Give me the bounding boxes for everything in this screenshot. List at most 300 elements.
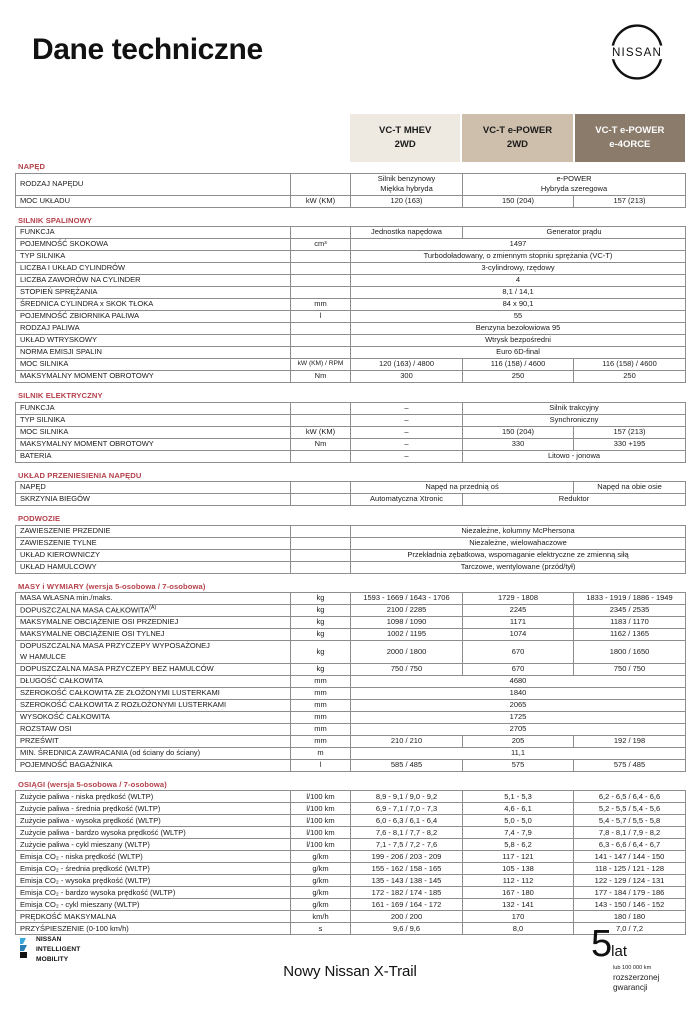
warranty-years-number: 5 bbox=[591, 923, 611, 965]
row-label: ŚREDNICA CYLINDRA x SKOK TŁOKA bbox=[16, 299, 291, 311]
table-row bbox=[16, 537, 686, 549]
variant-column-2 bbox=[462, 114, 572, 162]
table-row bbox=[16, 617, 686, 629]
table-row bbox=[16, 791, 686, 803]
row-value: 8,1 / 14,1 bbox=[351, 287, 686, 299]
row-label: SKRZYNIA BIEGÓW bbox=[16, 494, 291, 506]
table-row bbox=[16, 263, 686, 275]
row-value: 1593 - 1669 / 1643 - 1706 bbox=[351, 593, 463, 605]
row-value: 575 / 485 bbox=[574, 759, 686, 771]
row-value: 210 / 210 bbox=[351, 735, 463, 747]
row-value: Niezależne, wielowahaczowe bbox=[351, 537, 686, 549]
table-row bbox=[16, 287, 686, 299]
row-value: 11,1 bbox=[351, 747, 686, 759]
row-label: BATERIA bbox=[16, 450, 291, 462]
table-row bbox=[16, 239, 686, 251]
row-value: 143 - 150 / 146 - 152 bbox=[574, 899, 686, 911]
row-value: 2000 / 1800 bbox=[351, 641, 463, 664]
section-title: UKŁAD PRZENIESIENIA NAPĘDU bbox=[18, 470, 142, 480]
row-unit bbox=[291, 347, 351, 359]
row-label: FUNKCJA bbox=[16, 402, 291, 414]
row-value: 2100 / 2285 bbox=[351, 605, 463, 617]
row-value: 120 (163) / 4800 bbox=[351, 359, 463, 371]
row-unit: mm bbox=[291, 699, 351, 711]
table-row bbox=[16, 227, 686, 239]
row-value: 2065 bbox=[351, 699, 686, 711]
row-value: 9,6 / 9,6 bbox=[351, 923, 463, 935]
table-row bbox=[16, 482, 686, 494]
row-value: 8,9 - 9,1 / 9,0 - 9,2 bbox=[351, 791, 463, 803]
row-value: 1171 bbox=[463, 617, 574, 629]
row-unit: l bbox=[291, 759, 351, 771]
row-label: SZEROKOŚĆ CAŁKOWITA ZE ZŁOŻONYMI LUSTERKAMI bbox=[16, 687, 291, 699]
row-value: 330 bbox=[463, 438, 574, 450]
table-row bbox=[16, 426, 686, 438]
row-unit bbox=[291, 450, 351, 462]
row-label: SZEROKOŚĆ CAŁKOWITA Z ROZŁOŻONYMI LUSTERKAMI bbox=[16, 699, 291, 711]
row-unit: kg bbox=[291, 617, 351, 629]
row-label: Emisja CO₂ - wysoka prędkość (WLTP) bbox=[16, 875, 291, 887]
row-unit bbox=[291, 561, 351, 573]
row-label: POJEMNOŚĆ BAGAŻNIKA bbox=[16, 759, 291, 771]
row-value: – bbox=[351, 402, 463, 414]
section-title: NAPĘD bbox=[18, 162, 46, 171]
row-label: UKŁAD KIEROWNICZY bbox=[16, 549, 291, 561]
table-row bbox=[16, 347, 686, 359]
row-value: 670 bbox=[463, 641, 574, 664]
row-label: WYSOKOŚĆ CAŁKOWITA bbox=[16, 711, 291, 723]
table-row bbox=[16, 839, 686, 851]
table-row bbox=[16, 803, 686, 815]
row-label: DŁUGOŚĆ CAŁKOWITA bbox=[16, 675, 291, 687]
nissan-logo-icon bbox=[597, 24, 677, 80]
row-value: – bbox=[351, 450, 463, 462]
row-value: 1497 bbox=[351, 239, 686, 251]
spec-sections bbox=[15, 100, 685, 935]
row-value: 141 - 147 / 144 - 150 bbox=[574, 851, 686, 863]
row-unit bbox=[291, 482, 351, 494]
row-value: 200 / 200 bbox=[351, 911, 463, 923]
page-footer bbox=[15, 925, 685, 1003]
row-label: TYP SILNIKA bbox=[16, 414, 291, 426]
row-value: 55 bbox=[351, 311, 686, 323]
row-value: 122 - 129 / 124 - 131 bbox=[574, 875, 686, 887]
row-value: Benzyna bezołowiowa 95 bbox=[351, 323, 686, 335]
row-unit: m bbox=[291, 747, 351, 759]
variant-1-line2: 2WD bbox=[394, 139, 416, 150]
row-value: 1833 - 1919 / 1886 - 1949 bbox=[574, 593, 686, 605]
row-label: LICZBA ZAWORÓW NA CYLINDER bbox=[16, 275, 291, 287]
row-value: Tarczowe, wentylowane (przód/tył) bbox=[351, 561, 686, 573]
row-unit bbox=[291, 549, 351, 561]
row-value: 670 bbox=[463, 663, 574, 675]
row-value: 585 / 485 bbox=[351, 759, 463, 771]
warranty-line-2: rozszerzonej bbox=[613, 972, 660, 982]
row-value: Niezależne, kolumny McPhersona bbox=[351, 525, 686, 537]
spec-table bbox=[15, 402, 686, 463]
row-value: 116 (158) / 4600 bbox=[463, 359, 574, 371]
table-row bbox=[16, 525, 686, 537]
row-unit bbox=[291, 227, 351, 239]
row-value: 118 - 125 / 121 - 128 bbox=[574, 863, 686, 875]
row-value: 330 +195 bbox=[574, 438, 686, 450]
row-unit: kg bbox=[291, 593, 351, 605]
model-name: Nowy Nissan X-Trail bbox=[283, 963, 417, 980]
warranty-years-unit: lat bbox=[611, 943, 627, 960]
row-value: 8,0 bbox=[463, 923, 574, 935]
row-label: MOC SILNIKA bbox=[16, 426, 291, 438]
variant-2-line2: 2WD bbox=[506, 139, 529, 150]
row-value: 1162 / 1365 bbox=[574, 629, 686, 641]
row-label: FUNKCJA bbox=[16, 227, 291, 239]
row-label: Zużycie paliwa - niska prędkość (WLTP) bbox=[16, 791, 291, 803]
row-label: NAPĘD bbox=[16, 482, 291, 494]
row-value: e-POWER Hybryda szeregowa bbox=[463, 173, 686, 195]
row-value: 3-cylindrowy, rzędowy bbox=[351, 263, 686, 275]
row-value: Synchroniczny bbox=[463, 414, 686, 426]
row-value: 4680 bbox=[351, 675, 686, 687]
row-label: Zużycie paliwa - średnia prędkość (WLTP) bbox=[16, 803, 291, 815]
nissan-intelligent-mobility-logo bbox=[19, 935, 80, 965]
row-value: 192 / 198 bbox=[574, 735, 686, 747]
spec-table bbox=[15, 226, 686, 383]
row-unit bbox=[291, 537, 351, 549]
row-unit bbox=[291, 323, 351, 335]
row-value: 6,2 - 6,5 / 6,4 - 6,6 bbox=[574, 791, 686, 803]
row-value: 120 (163) bbox=[351, 195, 463, 207]
row-value: – bbox=[351, 426, 463, 438]
row-unit: l/100 km bbox=[291, 803, 351, 815]
row-label: ZAWIESZENIE TYLNE bbox=[16, 537, 291, 549]
svg-text:NISSAN: NISSAN bbox=[612, 46, 662, 59]
table-row bbox=[16, 887, 686, 899]
row-value: 155 - 162 / 158 - 165 bbox=[351, 863, 463, 875]
row-value: 132 - 141 bbox=[463, 899, 574, 911]
variant-3-line1: VC-T e-POWER bbox=[595, 125, 665, 137]
row-value: 112 - 112 bbox=[463, 875, 574, 887]
row-value: 2245 bbox=[463, 605, 574, 617]
row-unit: kW (KM) / RPM bbox=[291, 359, 351, 371]
table-row bbox=[16, 911, 686, 923]
spec-table bbox=[15, 525, 686, 574]
table-row bbox=[16, 549, 686, 561]
row-label: STOPIEŃ SPRĘŻANIA bbox=[16, 287, 291, 299]
row-label: DOPUSZCZALNA MASA PRZYCZEPY WYPOSAŻONEJ W HAMULCE bbox=[16, 641, 291, 664]
row-value: 117 - 121 bbox=[463, 851, 574, 863]
row-value: 6,0 - 6,3 / 6,1 - 6,4 bbox=[351, 815, 463, 827]
row-unit: g/km bbox=[291, 899, 351, 911]
row-label: DOPUSZCZALNA MASA $CAŁKOWITA^{(A)}$ bbox=[16, 605, 291, 617]
row-unit: kg bbox=[291, 629, 351, 641]
row-value: 170 bbox=[463, 911, 574, 923]
table-row bbox=[16, 593, 686, 605]
table-row bbox=[16, 675, 686, 687]
row-value: 250 bbox=[574, 371, 686, 383]
row-unit: kg bbox=[291, 605, 351, 617]
row-unit bbox=[291, 173, 351, 195]
section-title: SILNIK ELEKTRYCZNY bbox=[18, 391, 103, 400]
table-row bbox=[16, 735, 686, 747]
row-unit bbox=[291, 414, 351, 426]
row-value: 167 - 180 bbox=[463, 887, 574, 899]
table-row bbox=[16, 311, 686, 323]
table-row bbox=[16, 863, 686, 875]
table-row bbox=[16, 195, 686, 207]
row-label: TYP SILNIKA bbox=[16, 251, 291, 263]
variant-column-3 bbox=[575, 114, 685, 162]
page-title: Dane techniczne bbox=[32, 33, 263, 66]
row-value: 1098 / 1090 bbox=[351, 617, 463, 629]
row-value: 5,0 - 5,0 bbox=[463, 815, 574, 827]
row-label: Zużycie paliwa - cykl mieszany (WLTP) bbox=[16, 839, 291, 851]
table-row bbox=[16, 371, 686, 383]
row-value: 105 - 138 bbox=[463, 863, 574, 875]
row-unit: cm³ bbox=[291, 239, 351, 251]
variant-column-1 bbox=[350, 114, 460, 162]
row-unit: l bbox=[291, 311, 351, 323]
row-value: Euro 6D-final bbox=[351, 347, 686, 359]
row-value: 1002 / 1195 bbox=[351, 629, 463, 641]
section-title: SILNIK SPALINOWY bbox=[18, 215, 93, 225]
row-unit: kg bbox=[291, 641, 351, 664]
row-label: POJEMNOŚĆ SKOKOWA bbox=[16, 239, 291, 251]
nim-line-2: INTELLIGENT bbox=[36, 945, 81, 953]
spec-section bbox=[15, 162, 685, 208]
row-unit: l/100 km bbox=[291, 815, 351, 827]
row-value: Napęd na przednią oś bbox=[351, 482, 574, 494]
table-row bbox=[16, 414, 686, 426]
row-unit: kW (KM) bbox=[291, 195, 351, 207]
nim-text bbox=[36, 935, 80, 965]
row-value: 1074 bbox=[463, 629, 574, 641]
row-value: 1729 - 1808 bbox=[463, 593, 574, 605]
nim-line-3: MOBILITY bbox=[36, 955, 69, 963]
table-row bbox=[16, 251, 686, 263]
row-value: 172 - 182 / 174 - 185 bbox=[351, 887, 463, 899]
spec-section bbox=[15, 471, 685, 507]
row-value: 7,6 - 8,1 / 7,7 - 8,2 bbox=[351, 827, 463, 839]
section-title: MASY i WYMIARY (wersja 5-osobowa / 7-osobowa) bbox=[18, 581, 206, 591]
row-unit: mm bbox=[291, 675, 351, 687]
table-row bbox=[16, 723, 686, 735]
spec-section bbox=[15, 391, 685, 463]
row-unit: s bbox=[291, 923, 351, 935]
row-value: 157 (213) bbox=[574, 426, 686, 438]
row-label: MIN. ŚREDNICA ZAWRACANIA (od ściany do ściany) bbox=[16, 747, 291, 759]
row-label: Emisja CO₂ - średnia prędkość (WLTP) bbox=[16, 863, 291, 875]
row-unit: mm bbox=[291, 723, 351, 735]
row-value: 7,4 - 7,9 bbox=[463, 827, 574, 839]
row-label: PRZYŚPIESZENIE (0-100 km/h) bbox=[16, 923, 291, 935]
row-label: Emisja CO₂ - niska prędkość (WLTP) bbox=[16, 851, 291, 863]
table-row bbox=[16, 323, 686, 335]
row-value: Wtrysk bezpośredni bbox=[351, 335, 686, 347]
row-value: Generator prądu bbox=[463, 227, 686, 239]
row-value: 84 x 90,1 bbox=[351, 299, 686, 311]
row-label: MAKSYMALNE OBCIĄŻENIE OSI TYLNEJ bbox=[16, 629, 291, 641]
page-header bbox=[15, 0, 685, 100]
table-row bbox=[16, 299, 686, 311]
row-value: 2705 bbox=[351, 723, 686, 735]
table-row bbox=[16, 275, 686, 287]
row-label: MOC SILNIKA bbox=[16, 359, 291, 371]
row-value: 1183 / 1170 bbox=[574, 617, 686, 629]
row-value: Silnik benzynowy Miękka hybryda bbox=[351, 173, 463, 195]
variant-2-line1: VC-T e-POWER bbox=[482, 125, 553, 137]
row-value: 161 - 169 / 164 - 172 bbox=[351, 899, 463, 911]
footnote-marker: (A) bbox=[149, 605, 157, 612]
row-label: PRZEŚWIT bbox=[16, 735, 291, 747]
table-row bbox=[16, 747, 686, 759]
row-unit: g/km bbox=[291, 851, 351, 863]
row-unit bbox=[291, 402, 351, 414]
row-value: – bbox=[351, 438, 463, 450]
row-value: 300 bbox=[351, 371, 463, 383]
row-value: 7,8 - 8,1 / 7,9 - 8,2 bbox=[574, 827, 686, 839]
row-label: RODZAJ NAPĘDU bbox=[16, 173, 291, 195]
nim-bars-icon bbox=[19, 936, 32, 960]
row-unit: mm bbox=[291, 299, 351, 311]
row-value: 1840 bbox=[351, 687, 686, 699]
row-unit bbox=[291, 263, 351, 275]
row-value: Przekładnia zębatkowa, wspomaganie elektryczne ze zmienną siłą bbox=[351, 549, 686, 561]
row-value: Jednostka napędowa bbox=[351, 227, 463, 239]
row-value: 150 (204) bbox=[463, 195, 574, 207]
row-value: 135 - 143 / 138 - 145 bbox=[351, 875, 463, 887]
table-row bbox=[16, 629, 686, 641]
row-value: 6,3 - 6,6 / 6,4 - 6,7 bbox=[574, 839, 686, 851]
table-row bbox=[16, 815, 686, 827]
table-row bbox=[16, 759, 686, 771]
row-unit: mm bbox=[291, 735, 351, 747]
spec-section bbox=[15, 780, 685, 936]
spec-section bbox=[15, 582, 685, 772]
row-label: LICZBA I UKŁAD CYLINDRÓW bbox=[16, 263, 291, 275]
warranty-line-1: lub 100 000 km bbox=[613, 965, 652, 971]
spec-section bbox=[15, 514, 685, 574]
table-row bbox=[16, 899, 686, 911]
row-unit bbox=[291, 335, 351, 347]
row-value: 116 (158) / 4600 bbox=[574, 359, 686, 371]
row-value: 180 / 180 bbox=[574, 911, 686, 923]
table-row bbox=[16, 359, 686, 371]
warranty-badge bbox=[591, 925, 683, 993]
row-value: 750 / 750 bbox=[351, 663, 463, 675]
row-value: 199 - 206 / 203 - 209 bbox=[351, 851, 463, 863]
row-value: 575 bbox=[463, 759, 574, 771]
row-value: Reduktor bbox=[463, 494, 686, 506]
row-value: Automatyczna Xtronic bbox=[351, 494, 463, 506]
row-unit: kg bbox=[291, 663, 351, 675]
table-row bbox=[16, 335, 686, 347]
row-value: 150 (204) bbox=[463, 426, 574, 438]
table-row bbox=[16, 711, 686, 723]
row-unit: mm bbox=[291, 687, 351, 699]
row-value: 7,1 - 7,5 / 7,2 - 7,6 bbox=[351, 839, 463, 851]
row-value: 157 (213) bbox=[574, 195, 686, 207]
row-unit: km/h bbox=[291, 911, 351, 923]
row-label: MAKSYMALNE OBCIĄŻENIE OSI PRZEDNIEJ bbox=[16, 617, 291, 629]
row-value: 5,1 - 5,3 bbox=[463, 791, 574, 803]
row-unit: l/100 km bbox=[291, 791, 351, 803]
row-label: MASA WŁASNA min./maks. bbox=[16, 593, 291, 605]
variant-3-line2: e-4ORCE bbox=[609, 139, 651, 150]
row-value: 2345 / 2535 bbox=[574, 605, 686, 617]
table-row bbox=[16, 663, 686, 675]
row-label: MAKSYMALNY MOMENT OBROTOWY bbox=[16, 371, 291, 383]
row-value: 5,2 - 5,5 / 5,4 - 5,6 bbox=[574, 803, 686, 815]
row-value: 750 / 750 bbox=[574, 663, 686, 675]
spec-table bbox=[15, 790, 686, 935]
row-value: 177 - 184 / 179 - 186 bbox=[574, 887, 686, 899]
row-unit bbox=[291, 494, 351, 506]
row-label: ROZSTAW OSI bbox=[16, 723, 291, 735]
row-unit bbox=[291, 251, 351, 263]
row-value: Napęd na obie osie bbox=[574, 482, 686, 494]
table-row bbox=[16, 699, 686, 711]
row-value: 250 bbox=[463, 371, 574, 383]
row-unit bbox=[291, 287, 351, 299]
row-unit: Nm bbox=[291, 371, 351, 383]
row-value: 1800 / 1650 bbox=[574, 641, 686, 664]
nim-line-1: NISSAN bbox=[36, 936, 62, 943]
row-unit: g/km bbox=[291, 887, 351, 899]
table-row bbox=[16, 641, 686, 664]
table-row bbox=[16, 402, 686, 414]
row-value: 7,0 / 7,2 bbox=[574, 923, 686, 935]
row-label: Zużycie paliwa - wysoka prędkość (WLTP) bbox=[16, 815, 291, 827]
row-unit: g/km bbox=[291, 863, 351, 875]
row-value: 5,4 - 5,7 / 5,5 - 5,8 bbox=[574, 815, 686, 827]
row-label: MOC UKŁADU bbox=[16, 195, 291, 207]
section-title: PODWOZIE bbox=[18, 514, 61, 523]
row-label: NORMA EMISJI SPALIN bbox=[16, 347, 291, 359]
table-row bbox=[16, 605, 686, 617]
row-value: 5,8 - 6,2 bbox=[463, 839, 574, 851]
spec-table bbox=[15, 173, 686, 208]
table-row bbox=[16, 561, 686, 573]
table-row bbox=[16, 438, 686, 450]
row-label: MAKSYMALNY MOMENT OBROTOWY bbox=[16, 438, 291, 450]
table-row bbox=[16, 851, 686, 863]
spec-table bbox=[15, 592, 686, 772]
table-row bbox=[16, 827, 686, 839]
row-label: RODZAJ PALIWA bbox=[16, 323, 291, 335]
row-label: POJEMNOŚĆ ZBIORNIKA PALIWA bbox=[16, 311, 291, 323]
variant-1-line1: VC-T MHEV bbox=[379, 125, 432, 137]
row-label: Zużycie paliwa - bardzo wysoka prędkość (WLTP) bbox=[16, 827, 291, 839]
row-unit: l/100 km bbox=[291, 839, 351, 851]
row-value: 4,6 - 6,1 bbox=[463, 803, 574, 815]
row-unit: g/km bbox=[291, 875, 351, 887]
row-label: ZAWIESZENIE PRZEDNIE bbox=[16, 525, 291, 537]
row-unit bbox=[291, 275, 351, 287]
row-label: Emisja CO₂ - cykl mieszany (WLTP) bbox=[16, 899, 291, 911]
row-unit: l/100 km bbox=[291, 827, 351, 839]
table-row bbox=[16, 173, 686, 195]
row-label: Emisja CO₂ - bardzo wysoka prędkość (WLTP) bbox=[16, 887, 291, 899]
row-unit: mm bbox=[291, 711, 351, 723]
row-value: 6,9 - 7,1 / 7,0 - 7,3 bbox=[351, 803, 463, 815]
row-value: 205 bbox=[463, 735, 574, 747]
table-row bbox=[16, 687, 686, 699]
row-unit bbox=[291, 525, 351, 537]
row-label: UKŁAD WTRYSKOWY bbox=[16, 335, 291, 347]
row-label: UKŁAD HAMULCOWY bbox=[16, 561, 291, 573]
row-label: PRĘDKOŚĆ MAKSYMALNA bbox=[16, 911, 291, 923]
warranty-line-3: gwarancji bbox=[613, 982, 648, 992]
row-unit: Nm bbox=[291, 438, 351, 450]
